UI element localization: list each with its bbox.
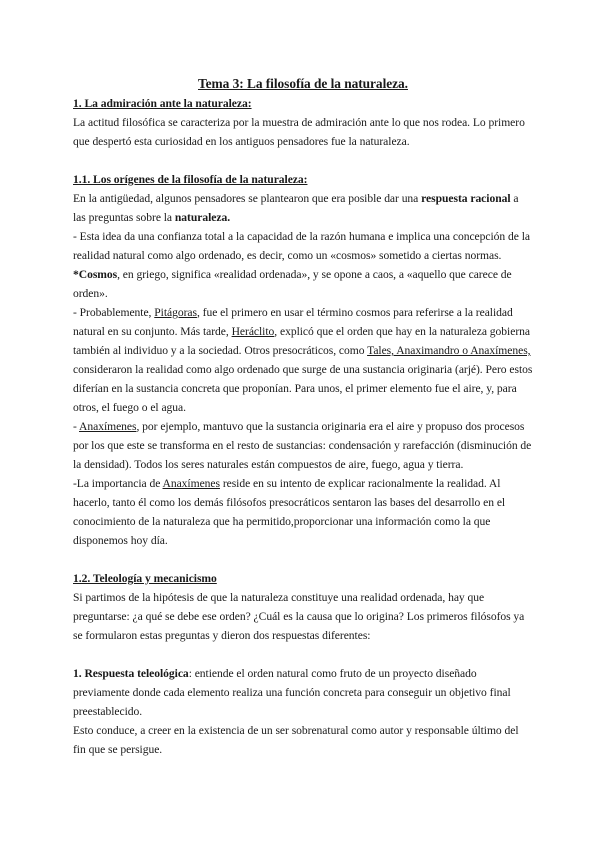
section-1-1-bullet-3: - Anaxímenes, por ejemplo, mantuvo que la sustancia originaria era el aire y propuso dos procesos por los que este se transforma en el resto de sustancias: condensación y rarefacción (disminución de la densidad). Todos los seres naturales están compuestos de aire, fuego, agua y tierra. <box>73 420 532 471</box>
heraclito-link: Heráclito <box>231 325 275 338</box>
page-title: Tema 3: La filosofía de la naturaleza. <box>198 76 408 91</box>
section-1-1-heading: 1.1. Los orígenes de la filosofía de la naturaleza: <box>73 173 308 186</box>
section-1-1-intro: En la antigüedad, algunos pensadores se plantearon que era posible dar una respuesta racional a las preguntas sobre la naturaleza. <box>73 192 519 224</box>
section-1-heading: 1. La admiración ante la naturaleza: <box>73 97 252 110</box>
anaximenes-link: Anaxímenes <box>79 420 137 433</box>
anaximenes-link-2: Anaxímenes <box>162 477 220 490</box>
section-1-2-text: Si partimos de la hipótesis de que la naturaleza constituye una realidad ordenada, hay que preguntarse: ¿a qué se debe ese orden? ¿Cuál es la causa que lo origina? Los primeros filósofos ya se formularon estas preguntas y dieron dos respuestas diferentes: <box>73 591 525 642</box>
section-1-text: La actitud filosófica se caracteriza por la muestra de admiración ante lo que nos rodea. Lo primero que despertó esta curiosidad en los antiguos pensadores fue la naturaleza. <box>73 116 525 148</box>
section-1-1-bullet-4: -La importancia de Anaxímenes reside en su intento de explicar racionalmente la realidad. Al hacerlo, tanto él como los demás filósofos presocráticos sentaron las bases del desarrollo en el conocimiento de la naturaleza que ha permitido,proporcionar una información como la que disponemos hoy día. <box>73 477 506 547</box>
tales-link: Tales, Anaximandro o Anaxímenes, <box>367 344 531 357</box>
pitagoras-link: Pitágoras <box>154 306 197 319</box>
section-1-2-heading: 1.2. Teleología y mecanicismo <box>73 572 217 585</box>
response-1-more: Esto conduce, a creer en la existencia de un ser sobrenatural como autor y responsable último del fin que se persigue. <box>73 724 519 756</box>
section-1-1-bullet-1: - Esta idea da una confianza total a la capacidad de la razón humana e implica una concepción de la realidad natural como algo ordenado, es decir, como un «cosmos» sometido a ciertas normas. *Cosmos, en griego, significa «realidad ordenada», y se opone a caos, a «aquello que carece de orden». <box>73 230 530 300</box>
section-1-1-bullet-2: - Probablemente, Pitágoras, fue el primero en usar el término cosmos para referirse a la realidad natural en su conjunto. Más tarde, Heráclito, explicó que el orden que hay en la naturaleza gobierna también al individuo y a la sociedad. Otros presocráticos, como Tales, Anaximandro o Anaxímenes, consideraron la realidad como algo ordenado que surge de una sustancia originaria (arjé). Pero estos diferían en la sustancia concreta que proponían. Para unos, el primer elemento fue el aire, y, para otros, el fuego o el agua. <box>73 306 533 414</box>
document-page <box>73 74 533 759</box>
response-1: 1. Respuesta teleológica: entiende el orden natural como fruto de un proyecto diseñado previamente donde cada elemento realiza una función concreta para conseguir un objetivo final preestablecido. <box>73 667 511 718</box>
